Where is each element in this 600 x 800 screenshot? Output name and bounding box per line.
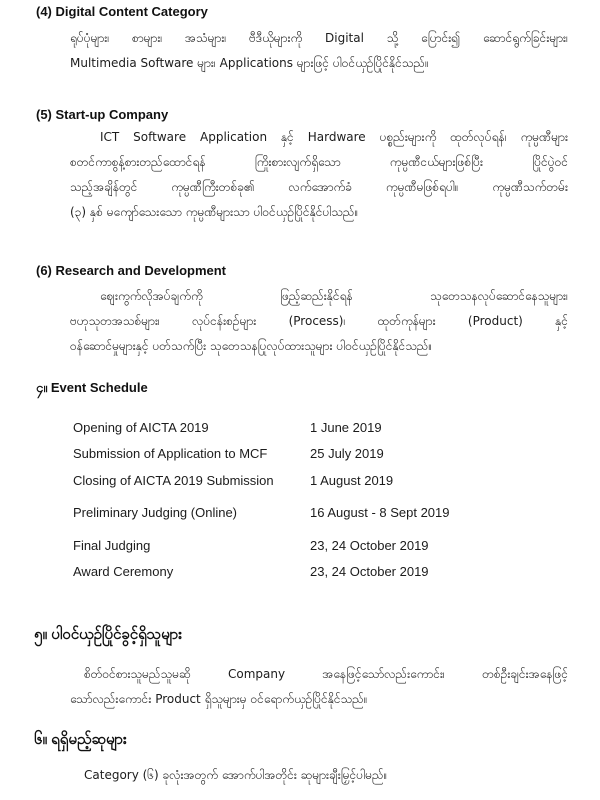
paragraph-prizes [84,763,568,788]
schedule-date: 1 June 2019 [310,420,382,435]
heading-startup-company: (5) Start-up Company [36,107,169,122]
paragraph-line: Multimedia Software များ၊ Applications များဖြင့် ပါဝင်ယှဉ်ပြိုင်နိုင်သည်။ [70,56,429,70]
heading-eligibility: ၅။ ပါဝင်ယှဉ်ပြိုင်ခွင့်ရှိသူများ [34,626,183,643]
paragraph-line: စတင်ကာစွန့်စားတည်ထောင်ရန် ကြိုးစားလျက်ရှိသော ကုမ္ပဏီငယ်များဖြစ်ပြီး ပြိုင်ပွဲဝင် [70,155,568,169]
paragraph-line: ဈေးကွက်လိုအပ်ချက်ကို ဖြည့်ဆည်းနိုင်ရန် သုတေသနလုပ်ဆောင်နေသူများ၊ [100,289,568,303]
paragraph-line: ဝန်ဆောင်မှုများနှင့် ပတ်သက်ပြီး သုတေသနပြုလုပ်ထားသူများ ပါဝင်ယှဉ်ပြိုင်နိုင်သည်။ [70,339,433,353]
paragraph-line: သော်လည်းကောင်း Product ရှိသူများမှ ဝင်ရောက်ယှဉ်ပြိုင်နိုင်သည်။ [70,692,368,706]
paragraph-line: (၃) နှစ် မကျော်သေးသော ကုမ္ပဏီများသာ ပါဝင်ယှဉ်ပြိုင်နိုင်ပါသည်။ [70,205,359,219]
schedule-event: Submission of Application to MCF [73,446,268,461]
schedule-event: Final Judging [73,538,151,553]
paragraph-line: ဗဟုသုတအသစ်များ၊ လုပ်ငန်းစဉ်များ (Process)၊ ထုတ်ကုန်များ (Product) နှင့် [70,314,568,328]
paragraph-line: Category (၆) ခုလုံးအတွက် အောက်ပါအတိုင်း ဆုများချီးမြှင့်ပါမည်။ [84,768,388,782]
paragraph-digital-content [70,26,568,76]
paragraph-startup-company [70,125,568,225]
heading-research-development: (6) Research and Development [36,263,227,278]
schedule-date: 23, 24 October 2019 [310,538,429,553]
heading-prizes: ၆။ ရရှိမည့်ဆုများ [34,731,127,748]
heading-event-schedule: ၄။ Event Schedule [36,380,148,395]
schedule-date: 25 July 2019 [310,446,384,461]
paragraph-line: သည့်အချိန်တွင် ကုမ္ပဏီကြီးတစ်ခု၏ လက်အောက်ခံ ကုမ္ပဏီမဖြစ်ရပါ။ ကုမ္ပဏီသက်တမ်း [70,180,568,194]
schedule-event: Award Ceremony [73,564,174,579]
schedule-date: 23, 24 October 2019 [310,564,429,579]
schedule-event: Opening of AICTA 2019 [73,420,209,435]
heading-digital-content: (4) Digital Content Category [36,4,208,19]
schedule-date: 16 August - 8 Sept 2019 [310,505,450,520]
schedule-event: Closing of AICTA 2019 Submission [73,473,274,488]
paragraph-line: ရုပ်ပုံများ၊ စာများ၊ အသံများ၊ ဗီဒီယိုများကို Digital သို့ ပြောင်း၍ ဆောင်ရွက်ခြင်းများ၊ [70,31,568,45]
paragraph-line: စိတ်ဝင်စားသူမည်သူမဆို Company အနေဖြင့်သော်လည်းကောင်း၊ တစ်ဦးချင်းအနေဖြင့် [84,667,568,681]
paragraph-research-development [70,284,568,359]
paragraph-eligibility [70,662,568,712]
schedule-event: Preliminary Judging (Online) [73,505,238,520]
paragraph-line: ICT Software Application နှင့် Hardware ပစ္စည်းများကို ထုတ်လုပ်ရန်၊ ကုမ္ပဏီများ [100,130,568,144]
schedule-date: 1 August 2019 [310,473,394,488]
